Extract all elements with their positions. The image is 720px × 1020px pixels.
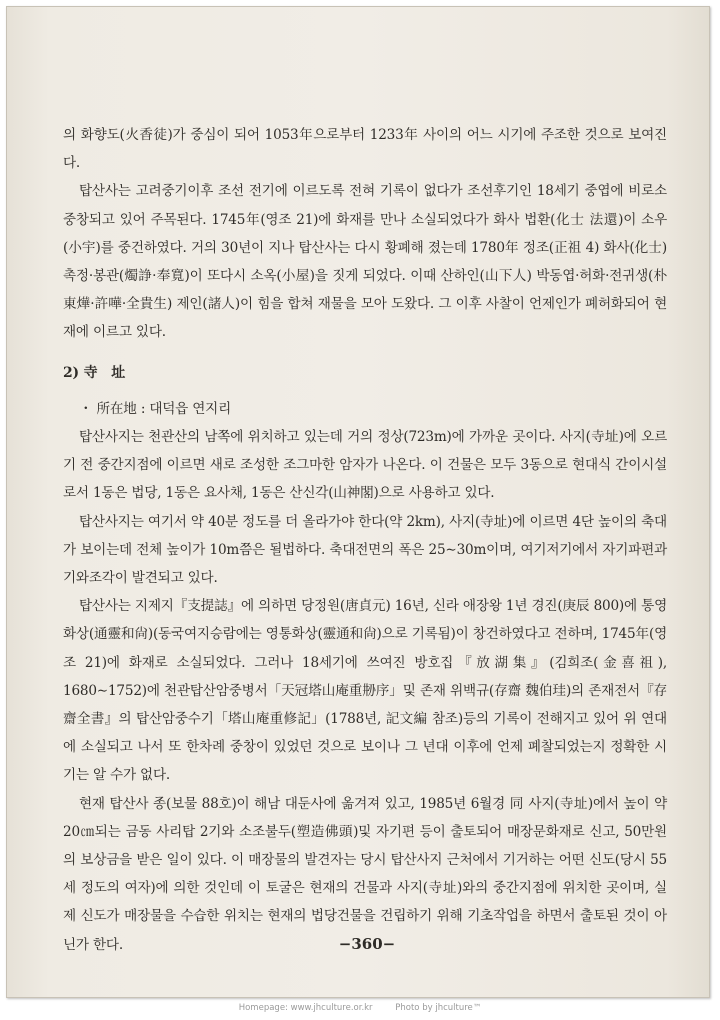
location-line: ・ 所在地 : 대덕읍 연지리 <box>79 400 232 417</box>
credit-photo: Photo by jhculture™ <box>395 1003 482 1013</box>
photo-credit <box>0 1003 720 1013</box>
paragraph: 탑산사는 고려중기이후 조선 전기에 이르도록 전혀 기록이 없다가 조선후기인 18세기 중엽에 비로소 중창되고 있어 주목된다. 1745年(영조 21)에 화재를 만나 소실되었다가 화사 법환(化士 法還)이 소우(小宇)를 중건하였다. 거의 30년이 지나 탑산사는 다시 황폐해 졌는데 1780年 정조(正祖 4) 화사(化士) 촉정·봉관(燭諍·奉寬)이 또다시 소옥(小屋)을 짓게 되었다. 이때 산하인(山下人) 박동엽·허화·전귀생(朴東燁·許嘩·全貴生) 제인(諸人)이 힘을 합쳐 재물을 모아 도왔다. 그 이후 사찰이 언제인가 폐허화되어 현재에 이르고 있다. <box>63 183 667 341</box>
scanned-page <box>6 6 710 998</box>
paragraph: 탑산사지는 여기서 약 40분 정도를 더 올라가야 한다(약 2km), 사지(寺址)에 이르면 4단 높이의 축대가 보이는데 전체 높이가 10m쯤은 될법하다. 축대전면의 폭은 25∼30m이며, 여기저기에서 자기파편과 기와조각이 발견되고 있다. <box>63 513 667 587</box>
paragraph: 현재 탑산사 종(보물 88호)이 해남 대둔사에 옮겨져 있고, 1985년 6월경 同 사지(寺址)에서 높이 약 20㎝되는 금동 사리탑 2기와 소조불두(塑造佛頭)및 자기편 등이 출토되어 매장문화재로 신고, 50만원의 보상금을 받은 일이 있다. 이 매장물의 발견자는 당시 탑산사지 근처에서 기거하는 어떤 신도(당시 55세 정도의 여자)에 의한 것인데 이 토굴은 현재의 건물과 사지(寺址)와의 중간지점에 위치한 곳이며, 실제 신도가 매장물을 수습한 위치는 현재의 법당건물을 건립하기 위해 기초작업을 하면서 출토된 것이 아닌가 한다. <box>63 795 667 953</box>
section-heading: 2) 寺 址 <box>63 364 126 381</box>
page-number: −360− <box>338 935 396 953</box>
paragraph: 의 화향도(火香徒)가 중심이 되어 1053年으로부터 1233年 사이의 어느 시기에 주조한 것으로 보여진다. <box>63 127 667 172</box>
credit-homepage: Homepage: www.jhculture.or.kr <box>238 1003 373 1013</box>
paragraph: 탑산사지는 천관산의 남쪽에 위치하고 있는데 거의 정상(723m)에 가까운 곳이다. 사지(寺址)에 오르기 전 중간지점에 이르면 새로 조성한 조그마한 암자가 나온다. 이 건물은 모두 3동으로 현대식 간이시설로서 1동은 법당, 1동은 요사채, 1동은 산신각(山神閣)으로 사용하고 있다. <box>63 429 667 502</box>
page-body <box>63 121 667 959</box>
paragraph: 탑산사는 지제지『支提誌』에 의하면 당정원(唐貞元) 16년, 신라 애장왕 1년 경진(庚辰 800)에 통영화상(通靈和尙)(동국여지승람에는 영통화상(靈通和尙)으로 기록됨)이 창건하였다고 전하며, 1745年(영조 21)에 화재로 소실되었다. 그러나 18세기에 쓰여진 방호집『放湖集』(김희조(金喜祖), 1680∼1752)에 천관탑산암중병서「天冠塔山庵重刱序」및 존재 위백규(存齋 魏伯珪)의 존재전서『存齋全書』의 탑산암중수기「塔山庵重修記」(1788년, 記文編 참조)등의 기록이 전해지고 있어 위 연대에 소실되고 나서 또 한차례 중창이 있었던 것으로 보이나 그 년대 이후에 언제 폐찰되었는지 정확한 시기는 알 수가 없다. <box>63 598 667 784</box>
